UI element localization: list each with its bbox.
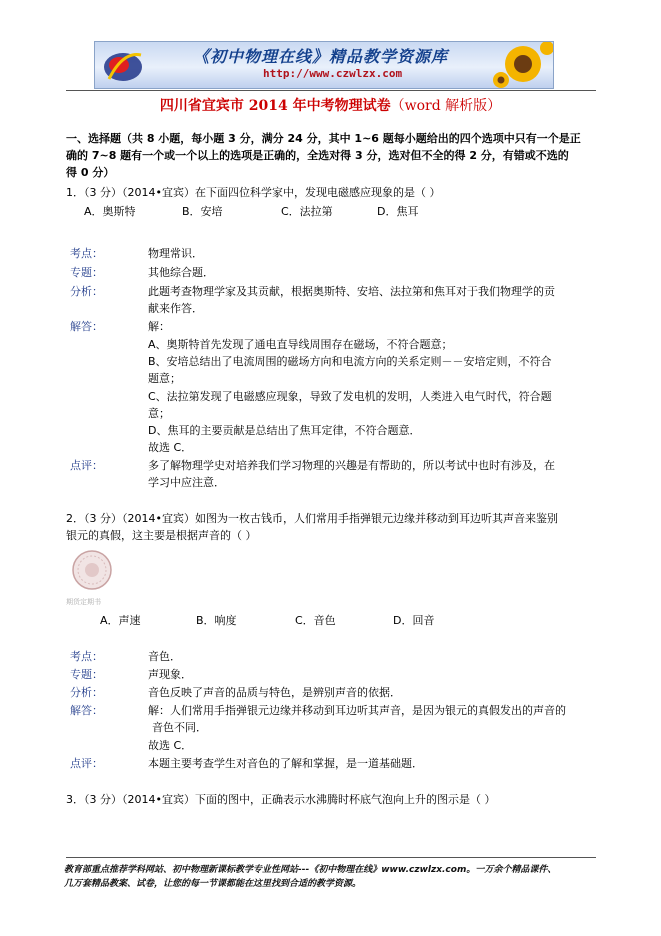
banner-title: 《初中物理在线》精品教学资源库 <box>193 47 449 66</box>
q1-answer-d: D、焦耳的主要贡献是总结出了焦耳定律，不符合题意． <box>148 424 421 437</box>
q2-label-dianping: 点评： <box>70 757 103 770</box>
q1-option-b: B．安培 <box>182 205 223 218</box>
q1-answer-b-2: 题意； <box>148 372 181 385</box>
q3-stem: 3．（3 分）（2014•宜宾）下面的图中，正确表示水沸腾时杯底气泡向上升的图示是（ ） <box>66 793 496 806</box>
q1-label-dianping: 点评： <box>70 459 103 472</box>
title-suffix: （word 解析版） <box>390 98 502 114</box>
q2-label-fenxi: 分析： <box>70 686 103 699</box>
q1-option-c: C．法拉第 <box>281 205 333 218</box>
q2-option-a: A．声速 <box>100 614 141 627</box>
q1-choice: 故选 C． <box>148 441 193 454</box>
q1-zhuanti: 其他综合题． <box>148 266 214 279</box>
q2-kaodian: 音色． <box>148 650 181 663</box>
q2-option-b: B．响度 <box>196 614 237 627</box>
section-line-1: 一、选择题（共 8 小题，每小题 3 分，满分 24 分，其中 1~6 题每小题给出的四个选项中只有一个是正 <box>66 132 581 145</box>
q2-option-d: D．回音 <box>393 614 435 627</box>
q1-jie: 解： <box>148 320 170 333</box>
q2-dianping: 本题主要考查学生对音色的了解和掌握，是一道基础题． <box>148 757 423 770</box>
logo-icon <box>101 45 147 85</box>
q2-zhuanti: 声现象． <box>148 668 192 681</box>
q2-stem-line-2: 银元的真假，这主要是根据声音的（ ） <box>66 529 257 542</box>
q2-option-c: C．音色 <box>295 614 336 627</box>
section-line-3: 得 0 分） <box>66 166 115 179</box>
q2-label-kaodian: 考点： <box>70 650 103 663</box>
q1-label-fenxi: 分析： <box>70 285 103 298</box>
sunflower-icon <box>493 42 553 88</box>
q2-stem-line-1: 2．（3 分）（2014•宜宾）如图为一枚古钱币，人们常用手指弹银元边缘并移动到耳边听其声音来鉴别 <box>66 512 558 525</box>
q1-dianping-line-2: 学习中应注意． <box>148 476 225 489</box>
q1-label-kaodian: 考点： <box>70 247 103 260</box>
q1-label-jieda: 解答： <box>70 320 103 333</box>
q1-answer-c-1: C、法拉第发现了电磁感应现象，导致了发电机的发明，人类进入电气时代，符合题 <box>148 390 552 403</box>
title-main: 四川省宜宾市 2014 年中考物理试卷 <box>159 98 391 114</box>
footer-rule <box>66 857 596 858</box>
footer-line-1: 教育部重点推荐学科网站、初中物理新课标教学专业性网站---《初中物理在线》www.czwlzx.com。一万余个精品课件、 <box>64 865 557 875</box>
coin-caption: 期货定期书 <box>66 598 101 606</box>
header-banner <box>94 41 554 89</box>
q1-answer-b-1: B、安培总结出了电流周围的磁场方向和电流方向的关系定则－－安培定则，不符合 <box>148 355 552 368</box>
q2-choice: 故选 C． <box>148 739 193 752</box>
q1-option-a: A．奥斯特 <box>84 205 136 218</box>
q1-dianping-line-1: 多了解物理学史对培养我们学习物理的兴趣是有帮助的，所以考试中也时有涉及，在 <box>148 459 555 472</box>
header-rule <box>66 90 596 91</box>
q1-answer-c-2: 意； <box>148 407 170 420</box>
q2-label-jieda: 解答： <box>70 704 103 717</box>
banner-url: http://www.czwlzx.com <box>263 67 403 80</box>
coin-image <box>62 548 124 598</box>
q1-fenxi-line-1: 此题考查物理学家及其贡献，根据奥斯特、安培、法拉第和焦耳对于我们物理学的贡 <box>148 285 555 298</box>
q1-option-d: D．焦耳 <box>377 205 419 218</box>
q1-fenxi-line-2: 献来作答． <box>148 302 203 315</box>
q2-label-zhuanti: 专题： <box>70 668 103 681</box>
page-title <box>0 95 661 115</box>
section-line-2: 确的 7~8 题有一个或一个以上的选项是正确的，全选对得 3 分，选对但不全的得 2 分，有错或不选的 <box>66 149 569 162</box>
q2-fenxi: 音色反映了声音的品质与特色，是辨别声音的依据． <box>148 686 401 699</box>
q1-kaodian: 物理常识． <box>148 247 203 260</box>
q1-answer-a: A、奥斯特首先发现了通电直导线周围存在磁场，不符合题意； <box>148 338 453 351</box>
q1-stem: 1．（3 分）（2014•宜宾）在下面四位科学家中，发现电磁感应现象的是（ ） <box>66 186 441 199</box>
q2-answer-line-2: 音色不同． <box>152 721 207 734</box>
q1-label-zhuanti: 专题： <box>70 266 103 279</box>
q2-answer-line-1: 解：人们常用手指弹银元边缘并移动到耳边听其声音，是因为银元的真假发出的声音的 <box>148 704 566 717</box>
footer-line-2: 几万套精品教案、试卷，让您的每一节课都能在这里找到合适的教学资源。 <box>64 879 362 889</box>
